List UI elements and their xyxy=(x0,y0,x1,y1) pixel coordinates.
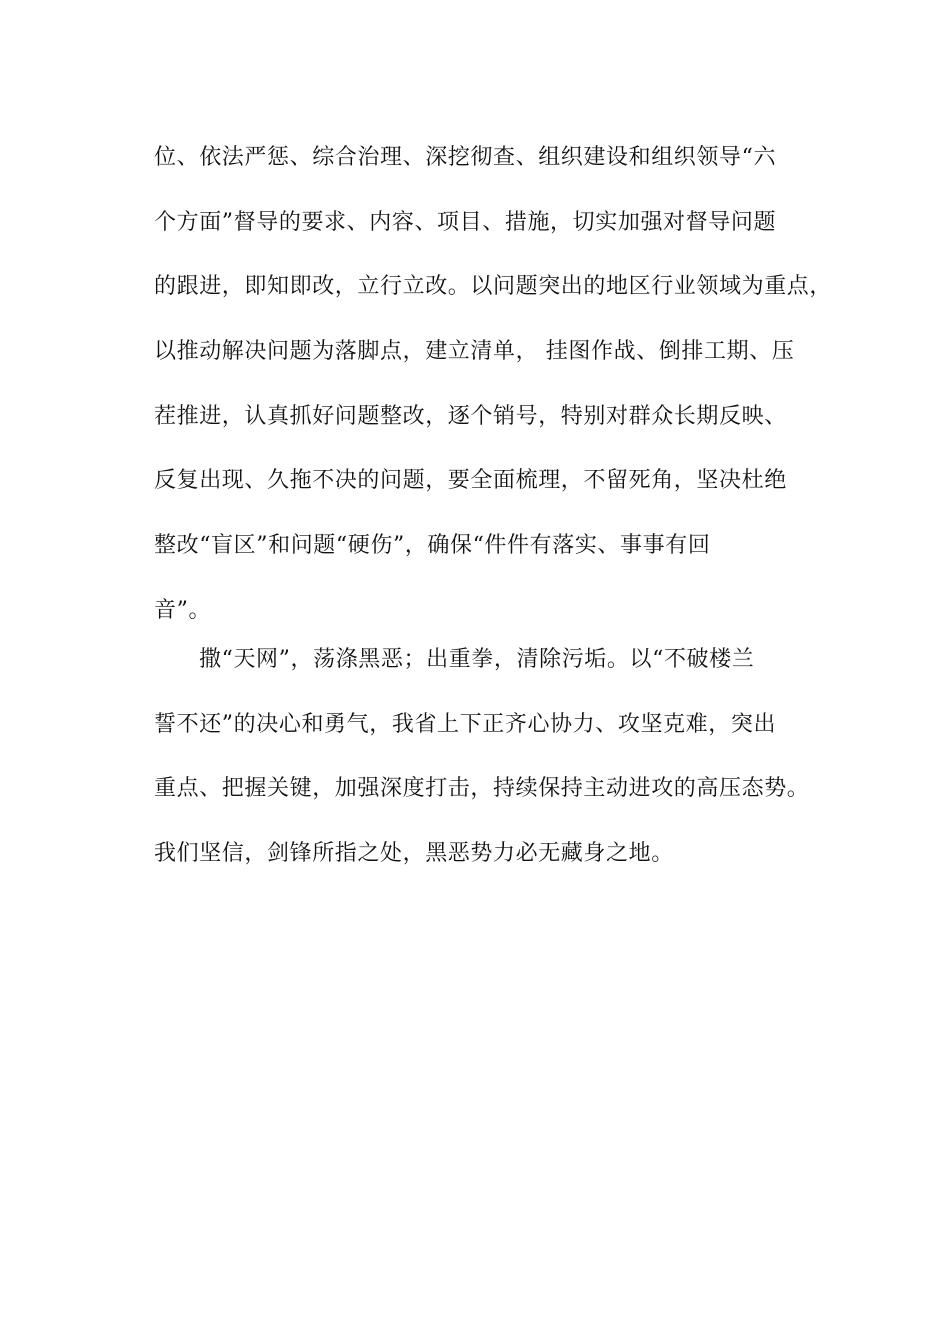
text-line: 位、依法严惩、综合治理、深挖彻查、组织建设和组织领导“六 xyxy=(154,145,777,170)
paragraph-2 xyxy=(154,628,814,887)
text-line: 誓不还”的决心和勇气，我省上下正齐心协力、攻坚克难，突出 xyxy=(154,711,777,737)
text-line: 重点、把握关键，加强深度打击，持续保持主动进攻的高压态势。 xyxy=(154,776,810,802)
text-line: 音”。 xyxy=(154,597,212,623)
text-line: 整改“盲区”和问题“硬伤”，确保“件件有落实、事事有回 xyxy=(154,533,711,559)
text-line: 的跟进，即知即改，立行立改。以问题突出的地区行业领域为重点， xyxy=(154,274,833,300)
text-line-indented: 撒“天网”，荡涤黑恶；出重拳，清除污垢。以“不破楼兰 xyxy=(199,647,755,672)
text-line: 反复出现、久拖不决的问题，要全面梳理，不留死角，坚决杜绝 xyxy=(154,468,787,494)
text-line: 我们坚信，剑锋所指之处，黑恶势力必无藏身之地。 xyxy=(154,841,674,867)
text-line: 茬推进，认真抓好问题整改，逐个销号，特别对群众长期反映、 xyxy=(154,403,787,429)
text-line: 以推动解决问题为落脚点，建立清单， 挂图作战、倒排工期、压 xyxy=(154,339,795,365)
text-line: 个方面”督导的要求、内容、项目、措施，切实加强对督导问题 xyxy=(154,209,777,235)
paragraph-1 xyxy=(154,126,833,644)
